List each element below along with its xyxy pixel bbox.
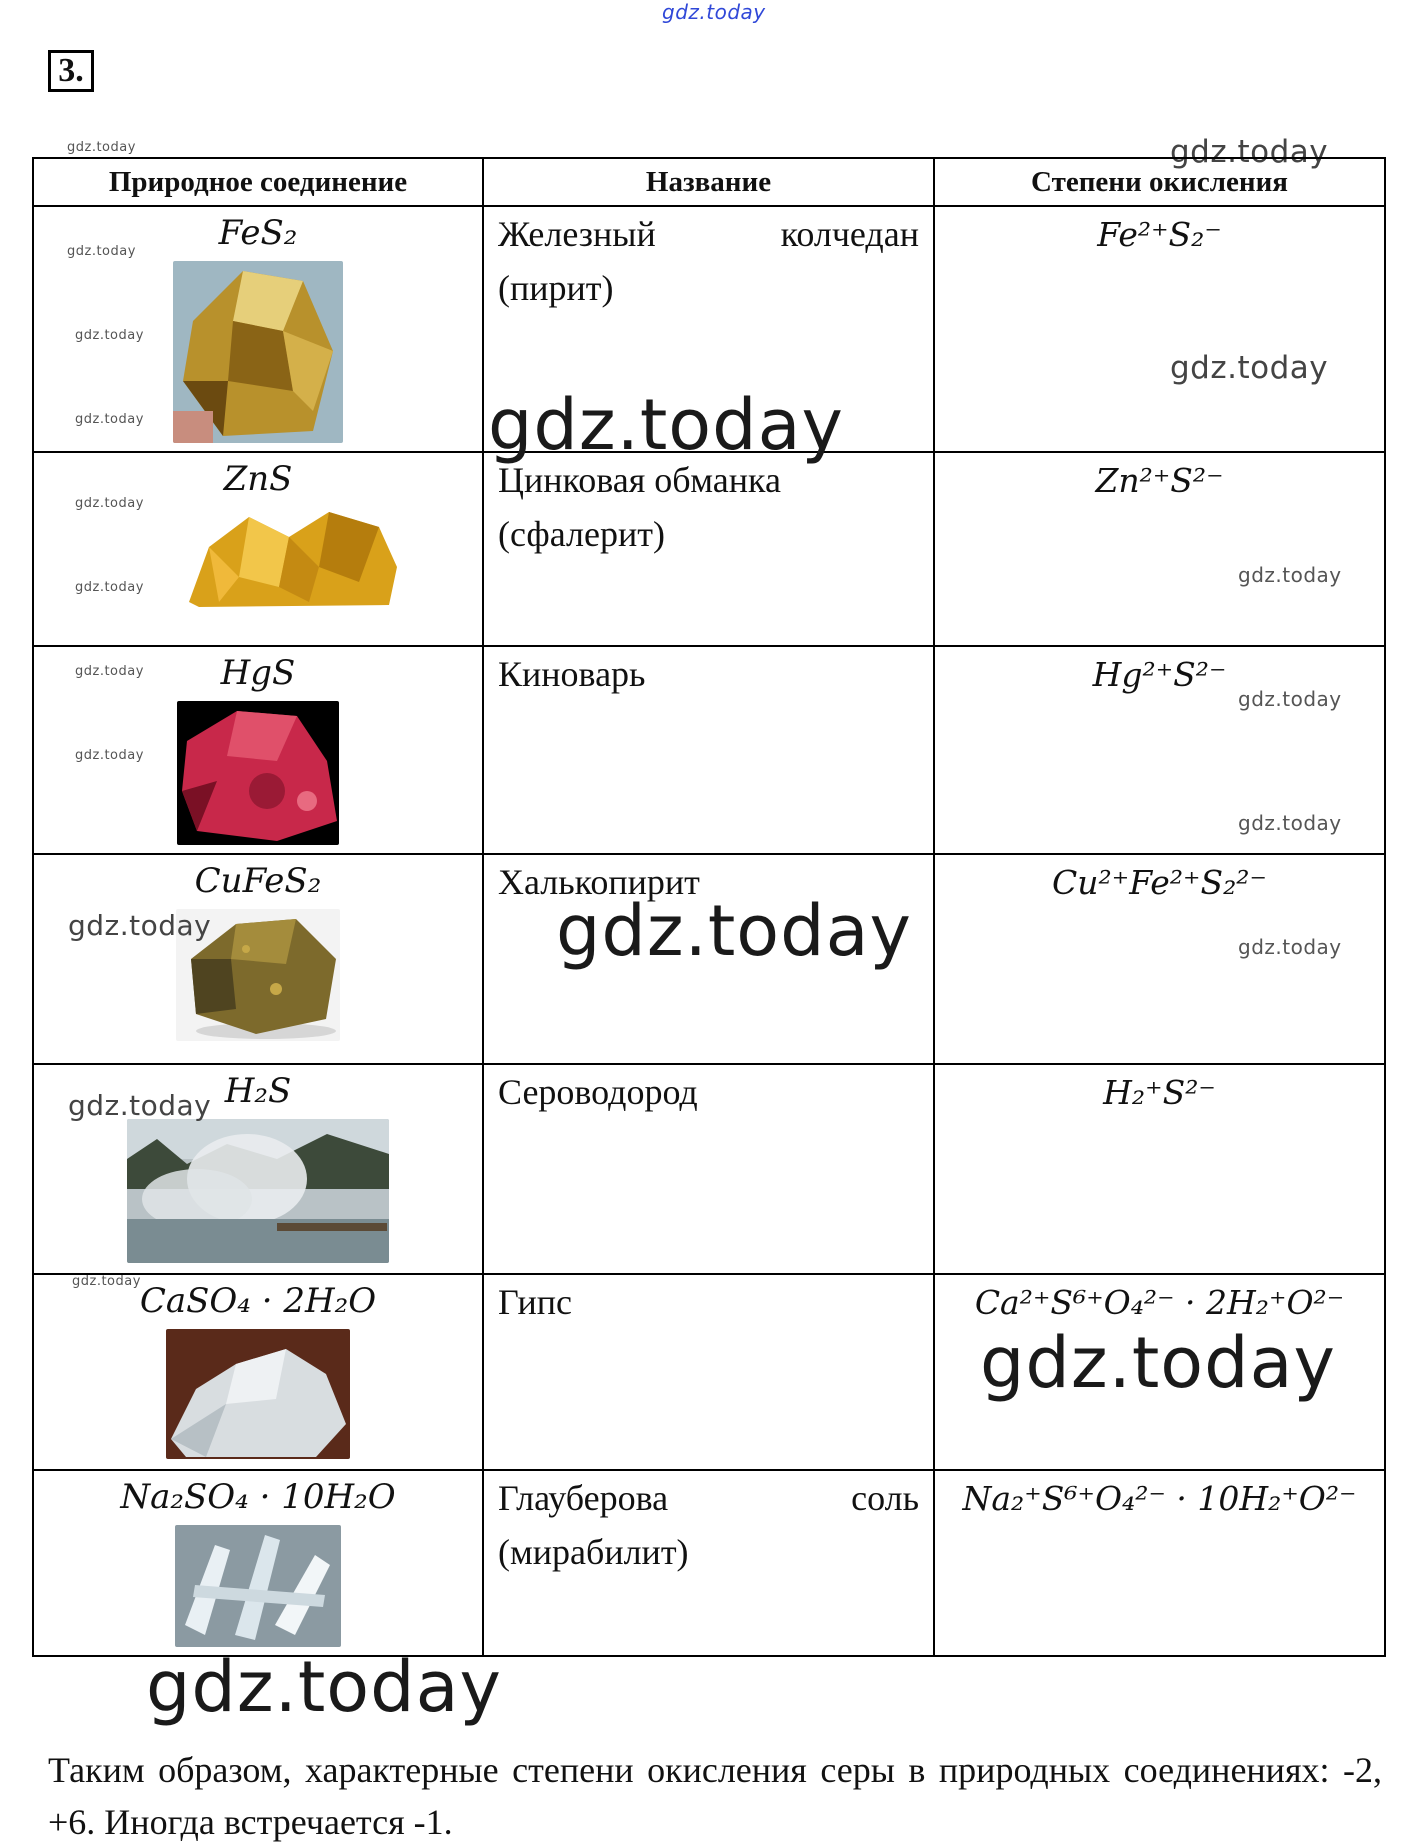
mineral-name: Гипс xyxy=(498,1282,572,1322)
formula: FeS₂ xyxy=(218,213,298,253)
formula: CaSO₄ · 2H₂O xyxy=(139,1281,377,1321)
oxidation-states: H₂⁺S²⁻ xyxy=(1103,1073,1216,1112)
watermark: gdz.today xyxy=(75,664,144,679)
mineral-name: Глауберова xyxy=(498,1478,669,1518)
formula: Na₂SO₄ · 10H₂O xyxy=(120,1477,396,1517)
watermark: gdz.today xyxy=(67,140,136,155)
oxidation-states: Na₂⁺S⁶⁺O₄²⁻ · 10H₂⁺O²⁻ xyxy=(962,1479,1357,1518)
watermark: gdz.today xyxy=(980,1322,1336,1404)
formula: ZnS xyxy=(223,459,293,499)
table-row xyxy=(33,646,1385,854)
formula: HgS xyxy=(220,653,296,693)
formula: H₂S xyxy=(224,1071,292,1111)
compound-cell xyxy=(33,1470,483,1656)
hot-spring-photo xyxy=(127,1119,389,1263)
oxidation-states: Hg²⁺S²⁻ xyxy=(1092,655,1227,694)
mineral-alt-name: (мирабилит) xyxy=(498,1532,689,1572)
name-cell xyxy=(483,1274,934,1470)
watermark: gdz.today xyxy=(1170,134,1329,170)
watermark: gdz.today xyxy=(75,748,144,763)
table-row xyxy=(33,1064,1385,1274)
mirabilite-photo xyxy=(175,1525,341,1647)
pyrite-photo xyxy=(173,261,343,443)
formula: CuFeS₂ xyxy=(194,861,322,901)
name-cell xyxy=(483,1470,934,1656)
conclusion-text: Таким образом, характерные степени окисления серы в природных соединениях: -2, +6. Иногда встречается -1. xyxy=(48,1750,1382,1842)
cinnabar-photo xyxy=(177,701,339,845)
watermark: gdz.today xyxy=(146,1646,502,1728)
mineral-name: соль xyxy=(851,1478,919,1518)
mineral-name: Железный xyxy=(498,214,656,254)
mineral-name: Халькопирит xyxy=(498,862,700,902)
mineral-alt-name: (сфалерит) xyxy=(498,514,665,554)
oxidation-states: Zn²⁺S²⁻ xyxy=(1095,461,1224,500)
watermark: gdz.today xyxy=(556,890,912,972)
oxidation-cell xyxy=(934,1470,1385,1656)
task-number: 3. xyxy=(48,50,94,92)
watermark: gdz.today xyxy=(68,909,212,942)
compound-cell xyxy=(33,854,483,1064)
mineral-alt-name: (пирит) xyxy=(498,268,614,308)
watermark: gdz.today xyxy=(75,496,144,511)
watermark: gdz.today xyxy=(1238,935,1342,959)
mineral-name: Цинковая обманка xyxy=(498,460,781,500)
watermark: gdz.today xyxy=(488,384,844,466)
table-header-row xyxy=(33,158,1385,206)
oxidation-cell xyxy=(934,854,1385,1064)
oxidation-cell xyxy=(934,452,1385,646)
watermark: gdz.today xyxy=(72,1274,141,1289)
watermark-top: gdz.today xyxy=(662,0,766,24)
watermark: gdz.today xyxy=(68,1089,212,1122)
oxidation-states: Fe²⁺S₂⁻ xyxy=(1097,215,1222,254)
mineral-name: Киноварь xyxy=(498,654,646,694)
mineral-name: Сероводород xyxy=(498,1072,698,1112)
oxidation-states: Ca²⁺S⁶⁺O₄²⁻ · 2H₂⁺O²⁻ xyxy=(974,1283,1345,1322)
table-row xyxy=(33,1470,1385,1656)
watermark: gdz.today xyxy=(67,244,136,259)
watermark: gdz.today xyxy=(75,328,144,343)
watermark: gdz.today xyxy=(1238,687,1342,711)
header-oxidation: Степени окисления xyxy=(934,158,1385,206)
compound-cell xyxy=(33,452,483,646)
name-cell xyxy=(483,452,934,646)
watermark: gdz.today xyxy=(1170,350,1329,386)
name-cell xyxy=(483,1064,934,1274)
name-cell xyxy=(483,646,934,854)
mineral-name: колчедан xyxy=(780,214,919,254)
table-row xyxy=(33,452,1385,646)
gypsum-photo xyxy=(166,1329,350,1459)
watermark: gdz.today xyxy=(75,580,144,595)
watermark: gdz.today xyxy=(1238,811,1342,835)
watermark: gdz.today xyxy=(75,412,144,427)
oxidation-cell xyxy=(934,206,1385,452)
oxidation-states: Cu²⁺Fe²⁺S₂²⁻ xyxy=(1052,863,1267,902)
header-name: Название xyxy=(483,158,934,206)
sphalerite-photo xyxy=(189,507,397,607)
header-compound: Природное соединение xyxy=(33,158,483,206)
oxidation-cell xyxy=(934,1064,1385,1274)
compound-cell xyxy=(33,1274,483,1470)
watermark: gdz.today xyxy=(1238,563,1342,587)
